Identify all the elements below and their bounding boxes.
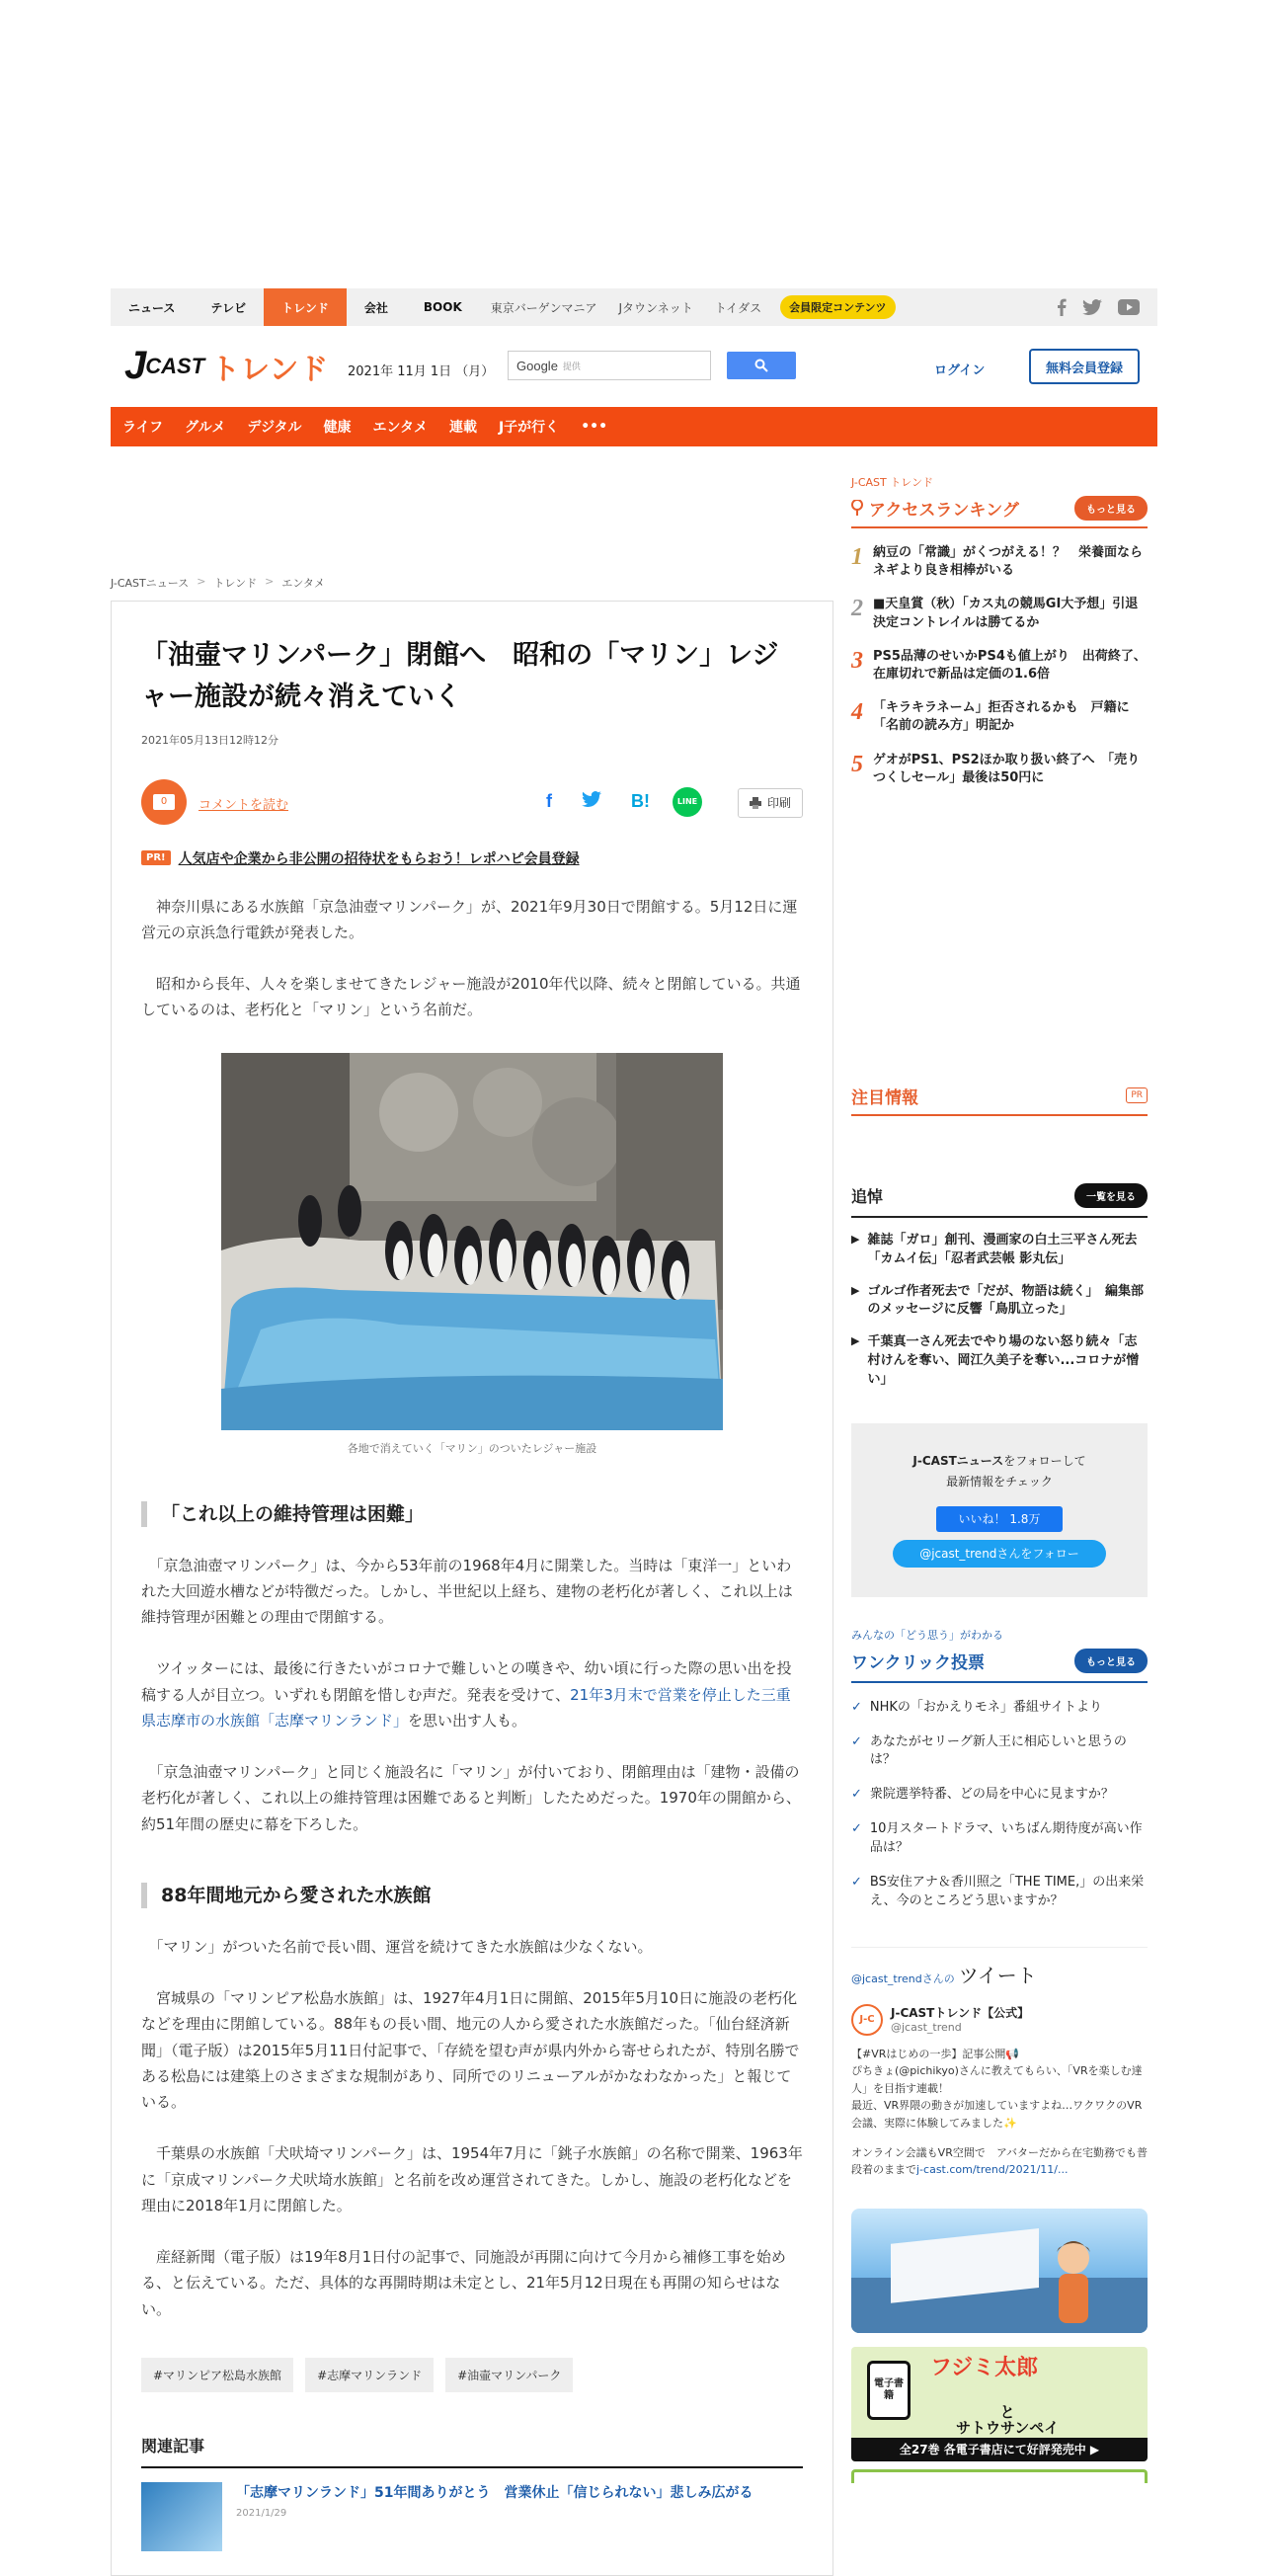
google-label: Google xyxy=(516,358,558,373)
vote-text: あなたがセリーグ新人王に相応しいと思うのは？ xyxy=(869,1733,1127,1768)
pr-tag: PR! xyxy=(141,850,171,865)
tsuioku-text: 雑誌「ガロ」創刊、漫画家の白土三平さん死去 「カムイ伝」「忍者武芸帳 影丸伝」 xyxy=(867,1232,1150,1266)
article-date: 2021年05月13日12時12分 xyxy=(141,733,278,747)
follow-line1: をフォローして xyxy=(1003,1453,1086,1468)
vote-text: BS安住アナ＆香川照之「THE TIME,」の出来栄え、今のところどう思いますか？ xyxy=(869,1874,1145,1908)
ebook-icon: 電子書籍 xyxy=(867,2361,911,2420)
logo-cast: CAST xyxy=(145,353,205,378)
paragraph-9: 産経新聞（電子版）は19年8月1日付の記事で、同施設が再開に向けて今月から補修工事を始める、と伝えている。ただ、具体的な再開時期は未定とし、21年5月12日現在も再開の知らせはない。 xyxy=(141,2248,786,2318)
rank-title: PS5品薄のせいかPS4も値上がり 出荷終了、在庫切れで新品は定価の1.6倍 xyxy=(873,648,1147,682)
twitter-share-icon[interactable] xyxy=(582,791,601,812)
book-ad-bar: 全27巻 各電子書店にて好評発売中 ▶ xyxy=(851,2438,1148,2461)
attention-title: 注目情報 xyxy=(851,1087,918,1108)
tag-list xyxy=(141,2358,803,2392)
ranking-item[interactable] xyxy=(851,752,1148,787)
check-icon: ✓ xyxy=(851,1699,862,1715)
vote-text: NHKの「おかえりモネ」番組サイトより xyxy=(869,1699,1103,1715)
topnav-trend[interactable]: トレンド xyxy=(264,288,347,326)
shima-marineland-link[interactable]: 21年3月末で営業を停止した三重県志摩市の水族館「志摩マリンランド」 xyxy=(141,1685,791,1730)
ranking-label: J-CAST トレンド xyxy=(851,476,933,489)
share-bar xyxy=(141,779,803,827)
article-photo[interactable] xyxy=(221,1053,723,1430)
paragraph-6: 「マリン」がついた名前で長い間、運営を続けてきた水族館は少なくない。 xyxy=(141,1937,653,1956)
check-icon: ✓ xyxy=(851,1787,862,1803)
printer-icon xyxy=(750,797,761,809)
related-date: 2021/1/29 xyxy=(236,2507,287,2519)
breadcrumb-entame[interactable]: エンタメ xyxy=(281,577,325,590)
breadcrumb-sep: > xyxy=(265,575,275,588)
tweet-handle-head[interactable]: @jcast_trendさんの xyxy=(851,1972,955,1985)
tweet-body xyxy=(851,2046,1148,2179)
twitter-follow-button[interactable]: @jcast_trendさんをフォロー xyxy=(893,1540,1106,1568)
tag-item[interactable]: #志摩マリンランド xyxy=(305,2358,434,2392)
subheading-1: 「これ以上の維持管理は困難」 xyxy=(141,1501,803,1527)
attention-header xyxy=(851,1084,1148,1116)
ranking-item[interactable] xyxy=(851,596,1148,631)
cat-serial[interactable]: 連載 xyxy=(448,420,477,436)
paragraph-4 xyxy=(141,1655,803,1733)
vr-ad-image xyxy=(851,2209,1148,2333)
penguin-photo xyxy=(221,1053,723,1430)
cat-health[interactable]: 健康 xyxy=(323,420,352,436)
paragraph-4-post: を思い出す人も。 xyxy=(408,1711,527,1730)
current-date: 2021年 11月 1日 （月） xyxy=(348,364,495,379)
pin-icon xyxy=(851,500,863,516)
vote-item[interactable] xyxy=(851,1733,1148,1771)
ranking-title xyxy=(851,496,1019,521)
follow-line2: 最新情報をチェック xyxy=(946,1474,1053,1489)
vote-item[interactable] xyxy=(851,1699,1148,1718)
cat-digital[interactable]: デジタル xyxy=(247,420,302,436)
book-ad-author: と サトウサンペイ xyxy=(956,2402,1060,2438)
logo-j: J xyxy=(124,344,145,387)
tweet-widget xyxy=(851,1947,1148,2179)
ranking-item[interactable] xyxy=(851,544,1148,580)
cat-more[interactable]: ••• xyxy=(581,419,608,435)
rank-number: 4 xyxy=(851,699,863,726)
tag-item[interactable]: #油壷マリンパーク xyxy=(445,2358,573,2392)
facebook-like-button[interactable]: いいね！ 1.8万 xyxy=(936,1506,1063,1532)
topnav-jtown[interactable]: Jタウンネット xyxy=(618,300,693,315)
follow-text xyxy=(851,1451,1148,1492)
paragraph-4-pre: ツイッターには、最後に行きたいがコロナで難しいとの嘆きや、幼い頃に行った際の思い出を投稿する人が目立つ。いずれも閉館を惜しむ声だ。発表を受けて、 xyxy=(141,1659,792,1704)
ranking-item[interactable] xyxy=(851,648,1148,684)
rank-number: 3 xyxy=(851,647,863,674)
breadcrumb-news[interactable]: J-CASTニュース xyxy=(111,577,190,590)
rank-title: 納豆の「常識」がくつがえる！？ 栄養面ならネギより良き相棒がいる xyxy=(873,545,1144,579)
tweet-text-2: オンライン会議もVR空間で アバターだから在宅勤務でも普段着のままで xyxy=(851,2145,1148,2177)
vote-text: 10月スタートドラマ、いちばん期待度が高い作品は？ xyxy=(869,1821,1143,1855)
sidebar xyxy=(851,288,1148,2483)
related-heading: 関連記事 xyxy=(141,2434,803,2468)
rank-title: ゲオがPS1、PS2ほか取り扱い終了へ 「売りつくしセール」最後は50円に xyxy=(873,752,1141,785)
search-icon xyxy=(754,359,768,372)
avatar: J-C xyxy=(851,2004,883,2036)
cat-entame[interactable]: エンタメ xyxy=(372,420,428,436)
cat-gourmet[interactable]: グルメ xyxy=(185,420,226,436)
vote-item[interactable] xyxy=(851,1874,1148,1911)
topnav-toidas[interactable]: トイダス xyxy=(714,300,762,315)
follow-brand: J-CASTニュース xyxy=(912,1453,1004,1468)
facebook-share-icon[interactable]: f xyxy=(546,790,552,811)
paragraph-3: 「京急油壺マリンパーク」は、今から53年前の1968年4月に開業した。当時は「東洋一」といわれた大回遊水槽などが特徴だった。しかし、半世紀以上経ち、建物の老朽化が著しく、これ以上は維持管理が困難との理由で閉館する。 xyxy=(141,1556,793,1627)
pr-text: 人気店や企業から非公開の招待状をもらおう！レポハピ会員登録 xyxy=(178,850,580,867)
rank-number: 5 xyxy=(851,751,863,777)
print-button[interactable] xyxy=(738,788,803,818)
ranking-item[interactable] xyxy=(851,699,1148,735)
vote-title: ワンクリック投票 xyxy=(851,1652,985,1673)
tsuioku-text: 千葉真一さん死去でやり場のない怒り続々「志村けんを奪い、岡江久美子を奪い...コロナが憎い」 xyxy=(867,1334,1140,1387)
vr-ad-banner[interactable] xyxy=(851,2209,1148,2333)
related-article[interactable] xyxy=(141,2482,803,2551)
tsuioku-item[interactable] xyxy=(851,1283,1148,1321)
register-button[interactable]: 無料会員登録 xyxy=(1029,349,1140,384)
read-comments-link[interactable]: コメントを読む xyxy=(198,797,289,813)
attention-pr-tag: PR xyxy=(1126,1087,1148,1103)
arrow-icon: ▶ xyxy=(851,1232,860,1246)
rank-title: 「キラキラネーム」拒否されるかも 戸籍に「名前の読み方」明記か xyxy=(873,700,1130,734)
hatena-share-icon[interactable]: B! xyxy=(631,790,650,811)
check-icon: ✓ xyxy=(851,1874,862,1890)
paragraph-8: 千葉県の水族館「犬吠埼マリンパーク」は、1954年7月に「銚子水族館」の名称で開業、1963年に「京成マリンパーク犬吠埼水族館」と名前を改め運営されてきた。しかし、施設の老朽化などを理由に2018年1月に閉館した。 xyxy=(141,2144,803,2214)
vote-text: 衆院選挙特番、どの局を中心に見ますか？ xyxy=(869,1787,1114,1803)
rank-number: 2 xyxy=(851,596,863,622)
tweet-user-name: J-CASTトレンド【公式】 xyxy=(891,2005,1030,2020)
page-wrapper xyxy=(111,288,1157,2519)
tweet-header xyxy=(851,1960,1148,1988)
check-icon: ✓ xyxy=(851,1733,862,1749)
vote-item[interactable] xyxy=(851,1786,1148,1805)
breadcrumb xyxy=(111,575,325,591)
tsuioku-header xyxy=(851,1183,1148,1218)
breadcrumb-sep: > xyxy=(197,575,206,588)
tsuioku-item[interactable] xyxy=(851,1232,1148,1269)
ranking-title-text: アクセスランキング xyxy=(868,501,1019,521)
tsuioku-item[interactable] xyxy=(851,1333,1148,1390)
paragraph-2: 昭和から長年、人々を楽しませてきたレジャー施設が2010年代以降、続々と閉館している。共通しているのは、老朽化と「マリン」という名前だ。 xyxy=(141,975,801,1019)
cat-life[interactable]: ライフ xyxy=(122,420,164,436)
topnav-book[interactable]: BOOK xyxy=(423,300,462,314)
book-ad-banner[interactable] xyxy=(851,2347,1148,2461)
vote-header xyxy=(851,1649,1148,1683)
topnav-bargain[interactable]: 東京バーゲンマニア xyxy=(490,300,597,315)
check-icon: ✓ xyxy=(851,1821,862,1837)
paragraph-7: 宮城県の「マリンピア松島水族館」は、1927年4月1日に開館、2015年5月10日に施設の老朽化などを理由に閉館している。88年もの長い間、地元の人から愛された水族館だった。「仙台経済新聞」（電子版）は2015年5月11日付記事で、「存続を望む声が県内外から寄せられたが、特別名勝である松島には建築上のさまざまな規制があり、同所でのリニューアルがかなわなかった」と報じている。 xyxy=(141,1989,800,2112)
search-button[interactable] xyxy=(727,352,796,379)
subheading-2: 88年間地元から愛された水族館 xyxy=(141,1883,803,1908)
vote-item[interactable] xyxy=(851,1820,1148,1858)
breadcrumb-trend[interactable]: トレンド xyxy=(213,577,258,590)
cat-jko[interactable]: J子が行く xyxy=(498,420,560,436)
logo-trend: トレンド xyxy=(210,353,329,386)
article-body xyxy=(111,601,833,2576)
vote-more-button[interactable]: もっと見る xyxy=(1074,1649,1148,1673)
tsuioku-list-button[interactable]: 一覧を見る xyxy=(1074,1183,1148,1208)
tweet-user[interactable] xyxy=(851,2004,1148,2036)
print-label: 印刷 xyxy=(766,796,791,811)
topnav-tv[interactable]: テレビ xyxy=(210,300,247,315)
tag-item[interactable]: #マリンピア松島水族館 xyxy=(141,2358,293,2392)
topnav-news[interactable]: ニュース xyxy=(128,300,176,315)
comment-count: 0 xyxy=(153,794,175,810)
related-title: 「志摩マリンランド」51年間ありがとう 営業休止「信じられない」悲しみ広がる xyxy=(236,2484,753,2501)
pr-banner[interactable] xyxy=(141,848,803,868)
topnav-company[interactable]: 会社 xyxy=(363,300,388,315)
tweet-link[interactable]: j-cast.com/trend/2021/11/... xyxy=(916,2163,1069,2177)
tsuioku-title: 追悼 xyxy=(851,1186,884,1206)
article-title: 「油壷マリンパーク」閉館へ 昭和の「マリン」レジャー施設が続々消えていく xyxy=(141,640,779,712)
login-link[interactable]: ログイン xyxy=(934,363,986,378)
line-share-icon[interactable]: LINE xyxy=(673,787,702,817)
member-content-badge[interactable]: 会員限定コンテンツ xyxy=(780,295,895,319)
site-logo[interactable] xyxy=(124,344,328,388)
tsuioku-text: ゴルゴ作者死去で「だが、物語は続く」 編集部のメッセージに反響「鳥肌立った」 xyxy=(867,1283,1144,1318)
comment-icon[interactable] xyxy=(141,779,187,825)
tweet-heading: ツイート xyxy=(958,1963,1037,1987)
rank-number: 1 xyxy=(851,544,863,570)
arrow-icon: ▶ xyxy=(851,1334,860,1348)
tweet-text: 【#VRはじめの一歩】記事公開📢 ぴちきょ(@pichikyo)さんに教えてもらい、「VRを楽しむ達人」を目指す連載！ 最近、VR界隈の動きが加速していますよね…ワクワクのVR会議、実際に体験してみました✨ xyxy=(851,2047,1143,2130)
photo-caption: 各地で消えていく「マリン」のついたレジャー施設 xyxy=(347,1441,597,1455)
book-ad-title: フジミ太郎 xyxy=(930,2355,1039,2380)
ad-banner-partial[interactable] xyxy=(851,2469,1148,2483)
ranking-more-button[interactable]: もっと見る xyxy=(1074,496,1148,521)
follow-box xyxy=(851,1423,1148,1597)
arrow-icon: ▶ xyxy=(851,1283,860,1297)
paragraph-1: 神奈川県にある水族館「京急油壺マリンパーク」が、2021年9月30日で閉館する。5月12日に運営元の京浜急行電鉄が発表した。 xyxy=(141,897,798,941)
vote-label: みんなの「どう思う」がわかる xyxy=(851,1628,1003,1642)
tweet-user-handle: @jcast_trend xyxy=(891,2020,962,2034)
rank-title: ■天皇賞（秋）「カス丸の競馬GI大予想」引退決定コントレイルは勝てるか xyxy=(873,597,1139,630)
paragraph-5: 「京急油壺マリンパーク」と同じく施設名に「マリン」が付いており、閉館理由は「建物・設備の老朽化が著しく、これ以上の維持管理は困難であると判断」したためだった。1970年の開館から、約51年間の歴史に幕を下ろした。 xyxy=(141,1763,801,1833)
ranking-header xyxy=(851,496,1148,528)
search-placeholder: 提供 xyxy=(562,362,581,372)
search-input[interactable] xyxy=(508,351,711,380)
related-thumbnail xyxy=(141,2482,222,2551)
